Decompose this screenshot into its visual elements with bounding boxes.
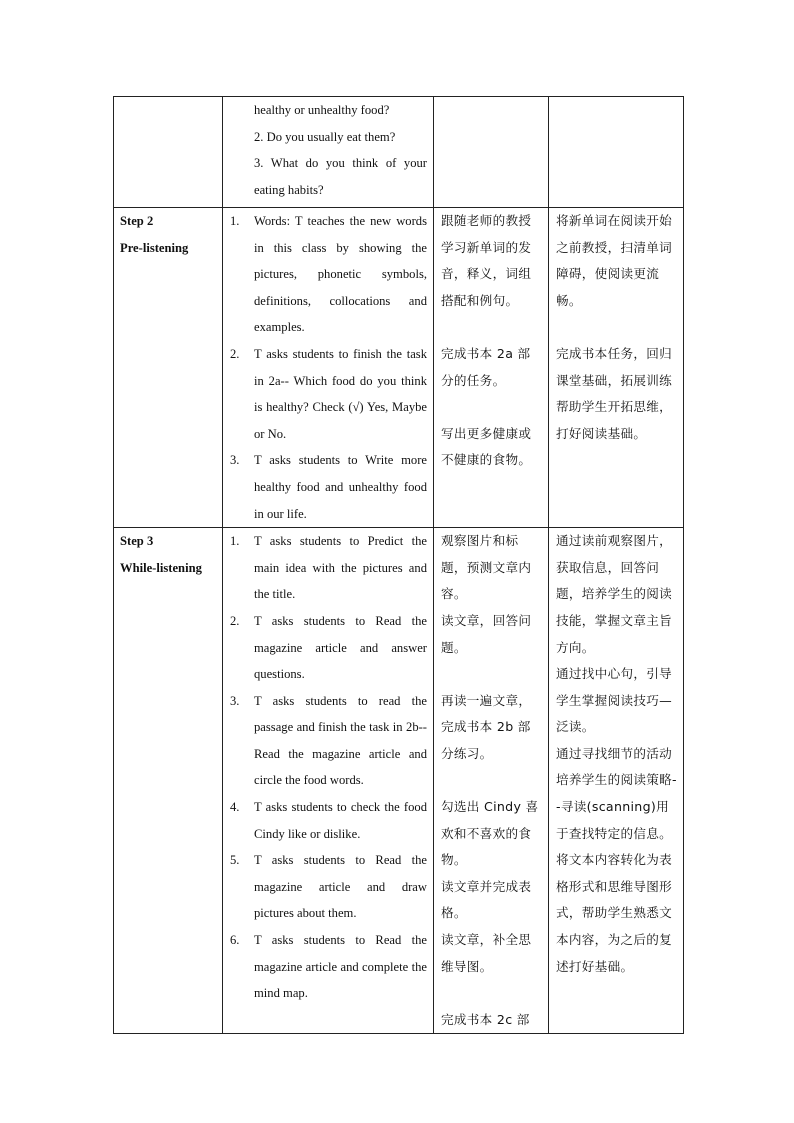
teacher-activity-cell (223, 528, 434, 1034)
student-activity-text: 勾选出 Cindy 喜欢和不喜欢的食物。 (441, 799, 539, 868)
purpose-cell (549, 528, 684, 1034)
list-item (230, 341, 427, 447)
list-item (230, 794, 427, 847)
item-text: T asks students to Predict the main idea with the pictures and the title. (254, 534, 427, 602)
item-text: T asks students to Read the magazine article and complete the mind map. (254, 933, 427, 1001)
list-item (230, 847, 427, 927)
item-number: 2. (230, 613, 240, 628)
text-line: healthy or unhealthy food? (254, 103, 390, 117)
list-item (230, 208, 427, 341)
item-number: 6. (230, 933, 240, 948)
purpose-cell (549, 208, 684, 528)
item-text: T asks students to Read the magazine article and draw pictures about them. (254, 853, 427, 921)
step-title: Step 3 (120, 534, 154, 549)
list-item (230, 688, 427, 794)
list-item (230, 447, 427, 527)
purpose-text: 通过读前观察图片，获取信息，回答问题，培养学生的阅读技能，掌握文章主旨方向。 (556, 533, 673, 655)
student-activity-text: 跟随老师的教授学习新单词的发音，释义，词组搭配和例句。 (441, 213, 532, 308)
text-line: 2. Do you usually eat them? (254, 129, 396, 144)
student-activity-text: 完成书本 2c 部 (441, 1011, 530, 1027)
list-item (230, 927, 427, 1007)
list-item (230, 608, 427, 688)
table-row (114, 528, 684, 1034)
purpose-cell (549, 97, 684, 208)
step-subtitle: Pre-listening (120, 240, 189, 255)
step-cell (114, 528, 223, 1034)
purpose-text: 通过寻找细节的活动培养学生的阅读策略--寻读(scanning)用于查找特定的信息。 (556, 745, 677, 841)
student-activity-text: 写出更多健康或不健康的食物。 (441, 425, 532, 468)
lesson-plan-table (113, 96, 684, 1034)
student-activity-text: 观察图片和标题，预测文章内容。 (441, 533, 532, 602)
step-title: Step 2 (120, 214, 154, 228)
item-number: 4. (230, 800, 240, 815)
purpose-text: 通过找中心句，引导学生掌握阅读技巧—泛读。 (556, 666, 673, 735)
teacher-activity-cell (223, 97, 434, 208)
purpose-text: 将新单词在阅读开始之前教授，扫清单词障碍，使阅读更流畅。 (556, 213, 673, 308)
step-subtitle: While-listening (120, 560, 202, 575)
list-item (230, 528, 427, 608)
student-activity-text: 再读一遍文章，完成书本 2b 部分练习。 (441, 692, 532, 761)
student-activity-cell (434, 97, 549, 208)
student-activity-cell (434, 208, 549, 528)
item-number: 1. (230, 534, 240, 549)
item-text: T asks students to Read the magazine article and answer questions. (254, 613, 427, 682)
student-activity-text: 读文章，回答问题。 (441, 612, 532, 655)
item-number: 1. (230, 214, 240, 228)
step-cell (114, 97, 223, 208)
item-text: T asks students to read the passage and finish the task in 2b-- Read the magazine article and circle the food words. (254, 693, 427, 788)
item-number: 5. (230, 853, 240, 868)
student-activity-cell (434, 528, 549, 1034)
item-number: 3. (230, 693, 240, 708)
teacher-activity-cell (223, 208, 434, 528)
student-activity-text: 读文章并完成表格。 (441, 878, 532, 921)
purpose-text: 完成书本任务，回归课堂基础，拓展训练帮助学生开拓思维，打好阅读基础。 (556, 345, 673, 441)
student-activity-text: 完成书本 2a 部分的任务。 (441, 345, 531, 388)
purpose-text: 将文本内容转化为表格形式和思维导图形式，帮助学生熟悉文本内容，为之后的复述打好基础。 (556, 852, 673, 974)
item-number: 2. (230, 346, 240, 361)
step-cell (114, 208, 223, 528)
table-row (114, 97, 684, 208)
item-text: T asks students to check the food Cindy like or dislike. (254, 800, 427, 841)
item-text: T asks students to finish the task in 2a-- Which food do you think is healthy? Check (√) Yes, Maybe or No. (254, 346, 427, 441)
table-row (114, 208, 684, 528)
item-number: 3. (230, 453, 240, 468)
text-line: 3. What do you think of your eating habits? (254, 156, 427, 197)
item-text: T asks students to Write more healthy food and unhealthy food in our life. (254, 453, 427, 521)
item-text: Words: T teaches the new words in this class by showing the pictures, phonetic symbols, definitions, collocations and examples. (254, 214, 427, 335)
student-activity-text: 读文章，补全思维导图。 (441, 932, 532, 974)
